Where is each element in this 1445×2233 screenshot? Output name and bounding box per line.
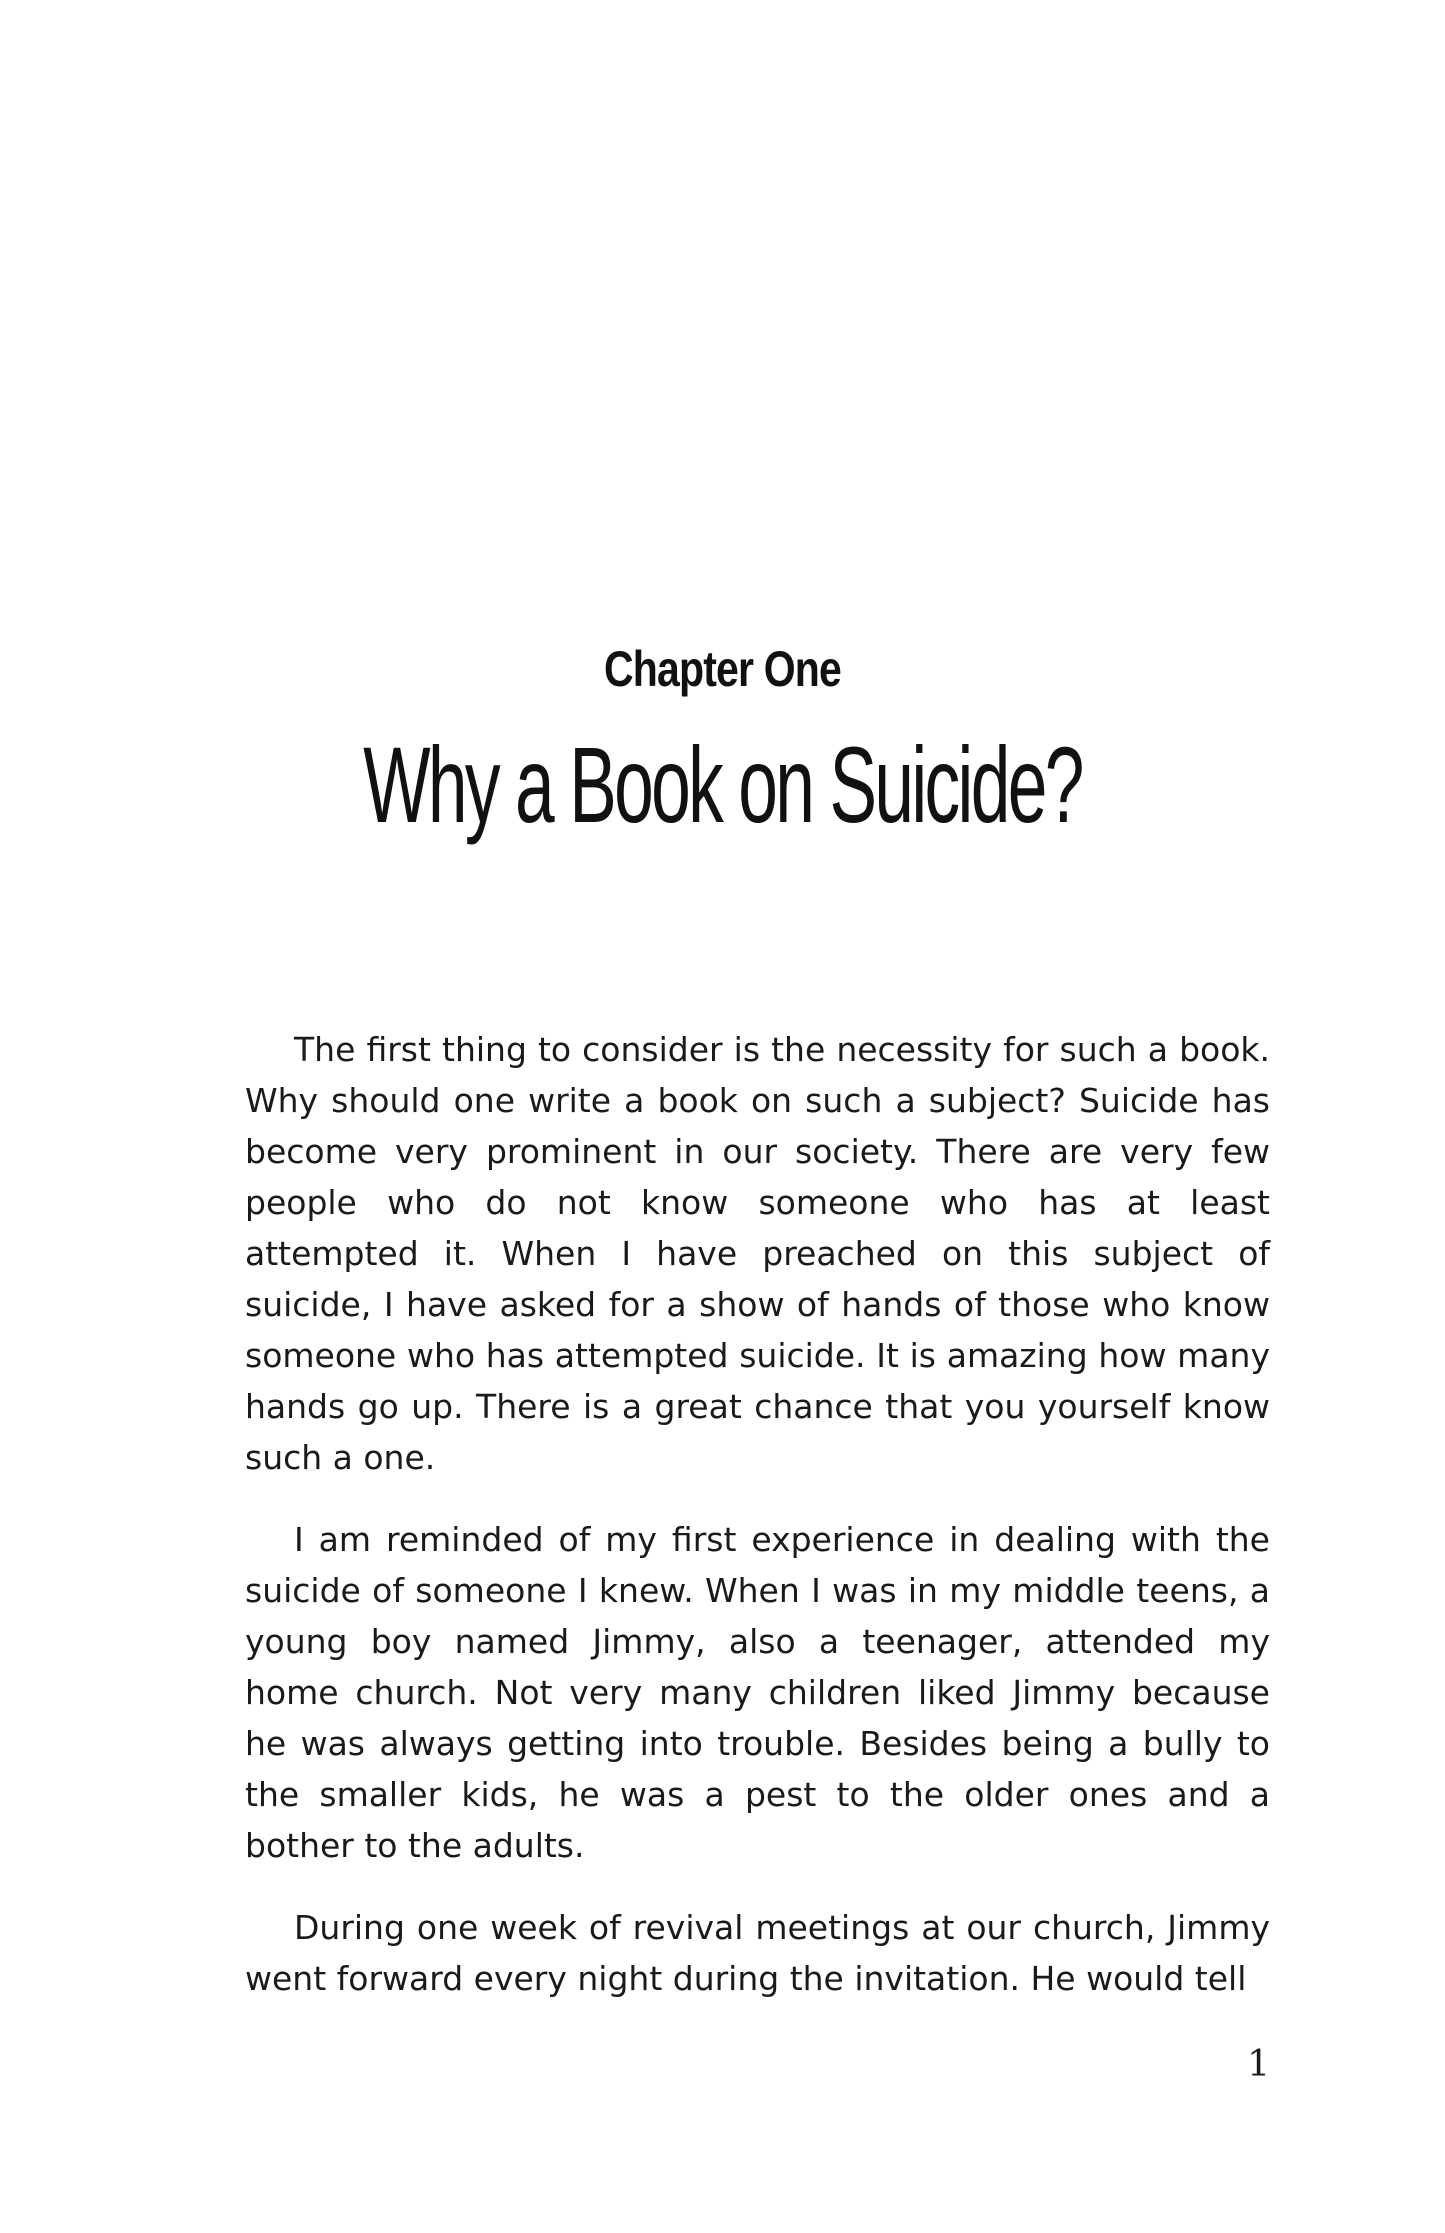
page-number: 1 [1247,2044,1270,2085]
paragraph-2: I am reminded of my first experience in dealing with the suicide of someone I knew. When I was in my middle teens, a young boy named Jimmy, also a teenager, attended my home church. Not very many children liked Jimmy because he was always getting into trouble. Besides being a bully to the smaller kids, he was a pest to the older ones and a bother to the adults. [245,1520,1270,1865]
paragraph-1: The first thing to consider is the necessity for such a book. Why should one write a book on such a subject? Suicide has become very prominent in our society. There are very few people who do not know someone who has at least attempted it. When I have preached on this subject of suicide, I have asked for a show of hands of those who know someone who has attempted suicide. It is amazing how many hands go up. There is a great chance that you yourself know such a one. [245,1030,1270,1477]
paragraph-3: During one week of revival meetings at our church, Jimmy went forward every night during the invitation. He would tell [245,1908,1270,1998]
chapter-label: Chapter One [603,641,842,697]
chapter-title: Why a Book on Suicide? [363,724,1082,845]
body-text [245,1024,1270,2004]
